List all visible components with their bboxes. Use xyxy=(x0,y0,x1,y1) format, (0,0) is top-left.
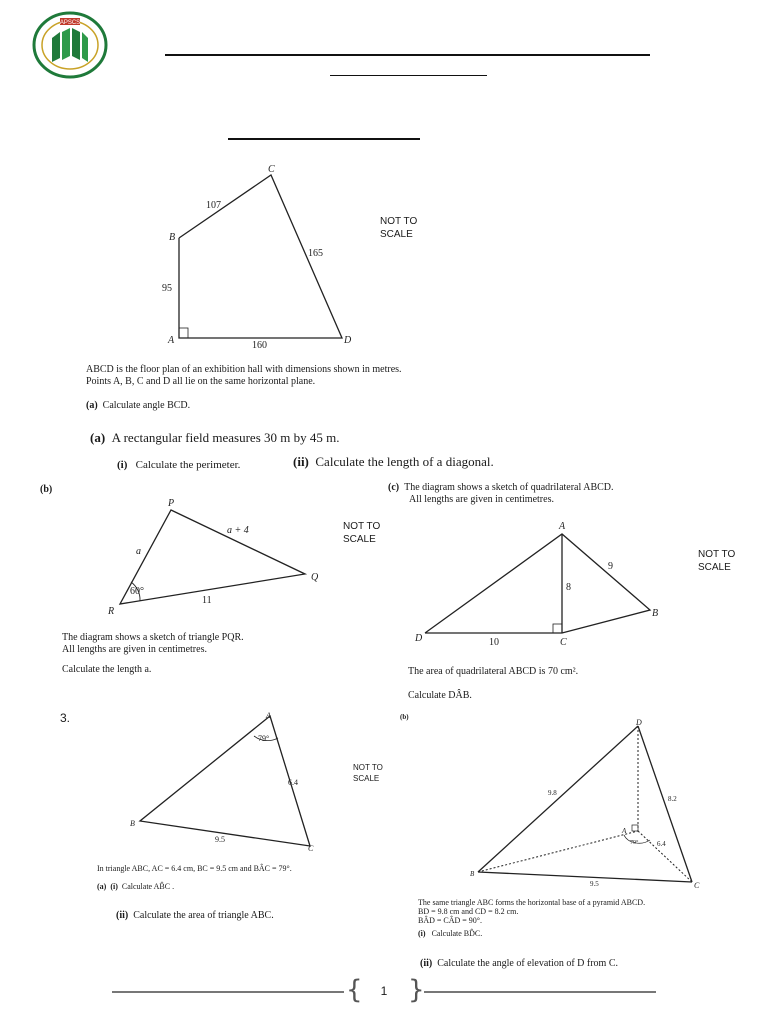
q3b-dim-bc: 9.5 xyxy=(590,880,599,888)
qb-not-to-scale: NOT TO SCALE xyxy=(343,521,381,545)
q3b-description: The same triangle ABC forms the horizontal base of a pyramid ABCD. BD = 9.8 cm and CD = 8.2 cm. BÂD = CÂD = 90°. xyxy=(418,898,646,925)
q3b-angle-a: 79° xyxy=(630,840,639,846)
qc-dim-ab: 9 xyxy=(608,561,613,572)
q3-not-to-scale: NOT TO SCALE xyxy=(353,763,383,783)
q3b-dim-bd: 9.8 xyxy=(548,789,557,797)
q1-vertex-a: A xyxy=(168,335,175,346)
qb-side-rp: a xyxy=(136,546,141,557)
q3-part-ii: (ii) Calculate the area of triangle ABC. xyxy=(116,910,274,921)
q1-dim-cd: 165 xyxy=(308,248,323,259)
q3b-vertex-c: C xyxy=(694,881,700,890)
q1-diagram xyxy=(150,160,430,355)
q3-vertex-b: B xyxy=(130,819,135,828)
qc-vertex-b: B xyxy=(652,608,659,619)
q3-diagram xyxy=(120,708,330,858)
q3b-dim-cd: 8.2 xyxy=(668,795,677,803)
qb-label: (b) xyxy=(40,484,53,495)
qc-intro: (c) The diagram shows a sketch of quadrilateral ABCD. All lengths are given in centimetres. xyxy=(388,482,614,505)
qb-angle-r: 60° xyxy=(130,586,144,597)
q3b-part-ii: (ii) Calculate the angle of elevation of D from C. xyxy=(420,958,618,969)
q3b-part-i: (i) Calculate BD̂C. xyxy=(418,929,483,938)
q3b-dim-ac: 6.4 xyxy=(657,840,666,848)
q3-part-a-i: (a) (i) Calculate AB̂C . xyxy=(97,882,175,891)
q3b-vertex-a: A xyxy=(622,827,627,835)
q3-vertex-a: A xyxy=(266,711,271,720)
q2-part-a: (a) A rectangular field measures 30 m by 45 m. xyxy=(90,430,340,445)
q2-part-ii: (ii) Calculate the length of a diagonal. xyxy=(293,454,494,469)
section-line xyxy=(228,138,420,140)
title-line xyxy=(165,54,650,56)
q1-part-a: (a) Calculate angle BCD. xyxy=(86,400,191,411)
qb-vertex-q: Q xyxy=(311,572,319,583)
qc-not-to-scale: NOT TO SCALE xyxy=(698,549,736,573)
footer-rule-right xyxy=(424,991,656,993)
qb-vertex-p: P xyxy=(168,498,175,509)
q3b-vertex-d: D xyxy=(636,718,642,727)
qc-dim-dc: 10 xyxy=(489,637,499,648)
footer-rule-left xyxy=(112,991,344,993)
q3b-label: (b) xyxy=(400,713,409,721)
qb-side-rq: 11 xyxy=(202,595,212,606)
footer-bracket-left: { xyxy=(346,975,363,1005)
q3-dim-bc: 9.5 xyxy=(215,835,225,844)
school-logo xyxy=(30,10,110,80)
q1-vertex-d: D xyxy=(344,335,352,346)
qb-vertex-r: R xyxy=(108,606,115,617)
q3-number: 3. xyxy=(60,711,71,725)
q3-dim-ac: 6.4 xyxy=(288,778,298,787)
q2-part-i: (i) Calculate the perimeter. xyxy=(117,459,241,471)
q1-not-to-scale: NOT TO SCALE xyxy=(380,216,418,240)
q1-description: ABCD is the floor plan of an exhibition hall with dimensions shown in metres. Points A, B, C and D all lie on the same horizontal plane. xyxy=(86,364,402,387)
q3-vertex-c: C xyxy=(308,844,314,853)
qc-area: The area of quadrilateral ABCD is 70 cm². xyxy=(408,666,579,677)
logo-abbr: APSCS xyxy=(59,20,81,26)
qc-dim-ac: 8 xyxy=(566,582,571,593)
qb-diagram xyxy=(100,492,330,617)
qc-diagram xyxy=(410,517,670,652)
q1-dim-ab: 95 xyxy=(162,283,172,294)
q3b-vertex-b: B xyxy=(470,870,475,878)
qb-description: The diagram shows a sketch of triangle PQR. All lengths are given in centimetres. Calculate the length a. xyxy=(62,632,244,675)
qc-task: Calculate DÂB. xyxy=(408,690,472,701)
footer-bracket-right: } xyxy=(408,975,425,1005)
qb-side-pq: a + 4 xyxy=(227,525,249,536)
qc-vertex-d: D xyxy=(415,633,423,644)
q1-vertex-c: C xyxy=(268,164,275,175)
qc-vertex-a: A xyxy=(559,521,566,532)
q1-dim-bc: 107 xyxy=(206,200,221,211)
q1-vertex-b: B xyxy=(169,232,176,243)
qc-vertex-c: C xyxy=(560,637,567,648)
page-number: 1 xyxy=(380,984,388,998)
q3-angle-a: 79° xyxy=(258,734,270,743)
q3-description: In triangle ABC, AC = 6.4 cm, BC = 9.5 cm and BÂC = 79°. xyxy=(97,864,292,873)
subtitle-line xyxy=(330,75,487,76)
q1-dim-ad: 160 xyxy=(252,340,267,351)
q3b-diagram xyxy=(470,716,710,896)
